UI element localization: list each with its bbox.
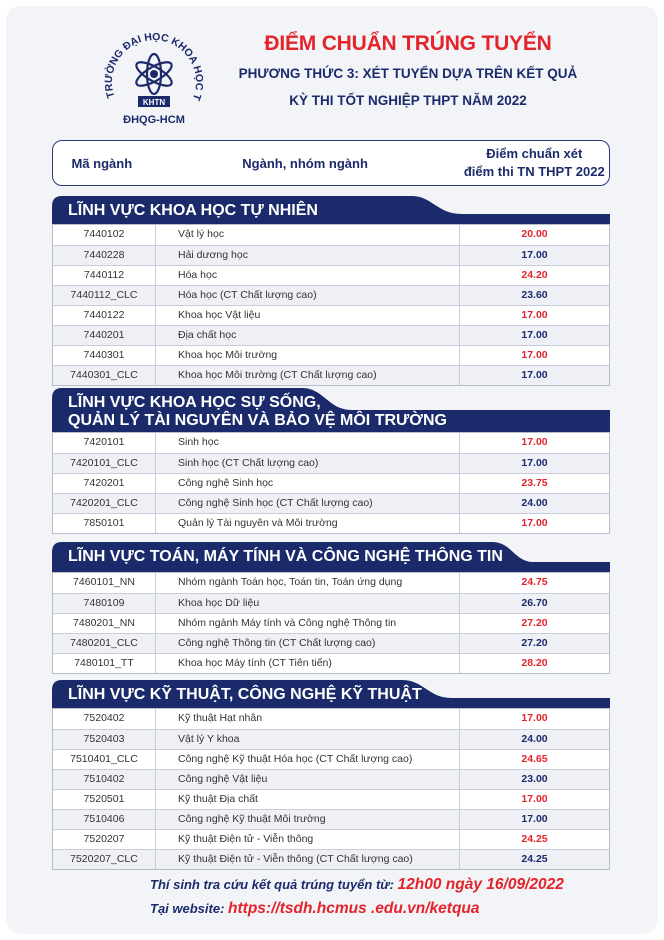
row-name: Địa chất học xyxy=(156,326,460,345)
row-code: 7850101 xyxy=(53,514,156,533)
row-name: Kỹ thuật Điện tử - Viễn thông (CT Chất lượng cao) xyxy=(156,850,460,869)
section-title-line2: QUẢN LÝ TÀI NGUYÊN VÀ BẢO VỆ MÔI TRƯỜNG xyxy=(68,412,447,429)
row-name: Nhóm ngành Máy tính và Công nghệ Thông tin xyxy=(156,614,460,633)
section-natural-sciences xyxy=(52,196,610,386)
row-code: 7480201_NN xyxy=(53,614,156,633)
section-rows xyxy=(52,432,610,534)
row-code: 7420101_CLC xyxy=(53,454,156,473)
row-code: 7480109 xyxy=(53,594,156,613)
table-row xyxy=(53,265,609,285)
row-name: Kỹ thuật Địa chất xyxy=(156,790,460,809)
row-code: 7520207_CLC xyxy=(53,850,156,869)
row-score: 24.00 xyxy=(521,497,548,509)
row-score: 17.00 xyxy=(521,436,548,448)
website-label: Tại website: xyxy=(150,901,225,916)
row-name: Hóa học (CT Chất lượng cao) xyxy=(156,286,460,305)
logo-badge: KHTN xyxy=(142,98,166,107)
row-score: 26.70 xyxy=(521,597,548,609)
row-code: 7440122 xyxy=(53,306,156,325)
row-name: Hóa học xyxy=(156,266,460,285)
row-code: 7520501 xyxy=(53,790,156,809)
row-score: 17.00 xyxy=(521,309,548,321)
row-score: 24.75 xyxy=(521,576,548,588)
table-row xyxy=(53,493,609,513)
lookup-time: 12h00 ngày 16/09/2022 xyxy=(397,876,564,893)
row-name: Công nghệ Vật liệu xyxy=(156,770,460,789)
table-row xyxy=(53,769,609,789)
row-code: 7420201_CLC xyxy=(53,494,156,513)
row-score: 24.20 xyxy=(521,269,548,281)
table-row xyxy=(53,729,609,749)
row-score: 27.20 xyxy=(521,637,548,649)
row-score: 27.20 xyxy=(521,617,548,629)
section-life-sciences xyxy=(52,388,610,534)
table-row xyxy=(53,709,609,729)
row-score: 20.00 xyxy=(521,228,548,240)
row-score: 17.00 xyxy=(521,457,548,469)
row-code: 7440301 xyxy=(53,346,156,365)
row-name: Kỹ thuật Hạt nhân xyxy=(156,709,460,729)
row-name: Sinh học (CT Chất lượng cao) xyxy=(156,454,460,473)
row-score: 24.65 xyxy=(521,753,548,765)
row-code: 7520402 xyxy=(53,709,156,729)
table-row xyxy=(53,285,609,305)
row-score: 17.00 xyxy=(521,517,548,529)
website-link[interactable]: https://tsdh.hcmus .edu.vn/ketqua xyxy=(228,900,480,917)
page-title: ĐIỂM CHUẨN TRÚNG TUYỂN xyxy=(264,32,552,55)
table-row xyxy=(53,245,609,265)
table-row xyxy=(53,453,609,473)
table-row xyxy=(53,305,609,325)
row-name: Khoa học Môi trường (CT Chất lượng cao) xyxy=(156,366,460,385)
row-name: Khoa học Dữ liệu xyxy=(156,594,460,613)
table-row xyxy=(53,325,609,345)
row-score: 17.00 xyxy=(521,712,548,724)
row-code: 7520403 xyxy=(53,730,156,749)
table-row xyxy=(53,513,609,533)
column-score xyxy=(460,145,609,181)
section-banner xyxy=(52,196,610,224)
table-row xyxy=(53,433,609,453)
section-title-line1: LĨNH VỰC KHOA HỌC SỰ SỐNG, xyxy=(68,394,321,411)
row-name: Khoa học Vật liệu xyxy=(156,306,460,325)
section-title: LĨNH VỰC KHOA HỌC TỰ NHIÊN xyxy=(68,202,318,219)
table-row xyxy=(53,365,609,385)
table-row xyxy=(53,829,609,849)
section-banner xyxy=(52,388,610,432)
row-name: Nhóm ngành Toán học, Toán tin, Toán ứng dụng xyxy=(156,573,460,593)
row-score: 28.20 xyxy=(521,657,548,669)
subtitle-exam: KỲ THI TỐT NGHIỆP THPT NĂM 2022 xyxy=(289,93,527,108)
row-score: 24.25 xyxy=(521,833,548,845)
row-name: Kỹ thuật Điện tử - Viễn thông xyxy=(156,830,460,849)
table-row xyxy=(53,613,609,633)
row-code: 7510406 xyxy=(53,810,156,829)
table-row xyxy=(53,225,609,245)
row-score: 17.00 xyxy=(521,813,548,825)
table-row xyxy=(53,749,609,769)
section-banner xyxy=(52,680,610,708)
section-engineering xyxy=(52,680,610,870)
row-code: 7480101_TT xyxy=(53,654,156,673)
section-rows xyxy=(52,224,610,386)
section-rows xyxy=(52,708,610,870)
row-name: Công nghệ Sinh học (CT Chất lượng cao) xyxy=(156,494,460,513)
row-name: Khoa học Máy tính (CT Tiên tiến) xyxy=(156,654,460,673)
atom-icon xyxy=(133,54,175,94)
row-score: 24.25 xyxy=(521,853,548,865)
table-row xyxy=(53,573,609,593)
row-name: Vật lý Y khoa xyxy=(156,730,460,749)
logo-bottom-text: ĐHQG-HCM xyxy=(123,114,185,126)
row-score: 17.00 xyxy=(521,329,548,341)
university-logo xyxy=(96,22,212,138)
row-score: 23.60 xyxy=(521,289,548,301)
row-score: 17.00 xyxy=(521,369,548,381)
row-score: 17.00 xyxy=(521,349,548,361)
row-name: Quản lý Tài nguyên và Môi trường xyxy=(156,514,460,533)
column-score-line1: Điểm chuẩn xét xyxy=(486,146,583,161)
row-code: 7480201_CLC xyxy=(53,634,156,653)
row-code: 7440112 xyxy=(53,266,156,285)
footer-website xyxy=(150,900,580,918)
row-code: 7420201 xyxy=(53,474,156,493)
row-name: Vật lý học xyxy=(156,225,460,245)
row-score: 23.00 xyxy=(521,773,548,785)
row-name: Khoa học Môi trường xyxy=(156,346,460,365)
row-code: 7460101_NN xyxy=(53,573,156,593)
row-score: 24.00 xyxy=(521,733,548,745)
row-name: Sinh học xyxy=(156,433,460,453)
section-title: LĨNH VỰC KỸ THUẬT, CÔNG NGHỆ KỸ THUẬT xyxy=(68,686,422,703)
footer xyxy=(150,876,580,918)
table-row xyxy=(53,653,609,673)
header xyxy=(236,32,580,108)
row-code: 7440301_CLC xyxy=(53,366,156,385)
row-code: 7420101 xyxy=(53,433,156,453)
table-row xyxy=(53,789,609,809)
column-header xyxy=(52,140,610,186)
table-row xyxy=(53,849,609,869)
table-row xyxy=(53,809,609,829)
subtitle-method: PHƯƠNG THỨC 3: XÉT TUYỂN DỰA TRÊN KẾT QUẢ xyxy=(238,66,578,81)
column-code: Mã ngành xyxy=(71,155,133,171)
section-banner xyxy=(52,542,610,572)
table-row xyxy=(53,473,609,493)
row-code: 7520207 xyxy=(53,830,156,849)
row-code: 7510401_CLC xyxy=(53,750,156,769)
row-name: Công nghệ Sinh học xyxy=(156,474,460,493)
table-row xyxy=(53,593,609,613)
row-code: 7440201 xyxy=(53,326,156,345)
row-code: 7440228 xyxy=(53,246,156,265)
section-title xyxy=(68,394,447,430)
row-score: 17.00 xyxy=(521,249,548,261)
footer-lookup xyxy=(150,876,580,894)
row-code: 7440112_CLC xyxy=(53,286,156,305)
row-score: 17.00 xyxy=(521,793,548,805)
section-rows xyxy=(52,572,610,674)
column-score-line2: điểm thi TN THPT 2022 xyxy=(463,164,605,179)
section-title: LĨNH VỰC TOÁN, MÁY TÍNH VÀ CÔNG NGHỆ THÔNG TIN xyxy=(68,548,503,565)
row-score: 23.75 xyxy=(521,477,548,489)
lookup-label: Thí sinh tra cứu kết quả trúng tuyển từ: xyxy=(150,877,394,892)
row-code: 7440102 xyxy=(53,225,156,245)
row-name: Công nghệ Kỹ thuật Môi trường xyxy=(156,810,460,829)
column-name: Ngành, nhóm ngành xyxy=(242,155,368,171)
row-code: 7510402 xyxy=(53,770,156,789)
table-row xyxy=(53,633,609,653)
row-name: Công nghệ Kỹ thuật Hóa học (CT Chất lượng cao) xyxy=(156,750,460,769)
section-math-computing xyxy=(52,542,610,674)
logo-arc-text: TRƯỜNG ĐẠI HỌC KHOA HỌC T xyxy=(102,30,206,103)
table-row xyxy=(53,345,609,365)
row-name: Hải dương học xyxy=(156,246,460,265)
row-name: Công nghệ Thông tin (CT Chất lượng cao) xyxy=(156,634,460,653)
